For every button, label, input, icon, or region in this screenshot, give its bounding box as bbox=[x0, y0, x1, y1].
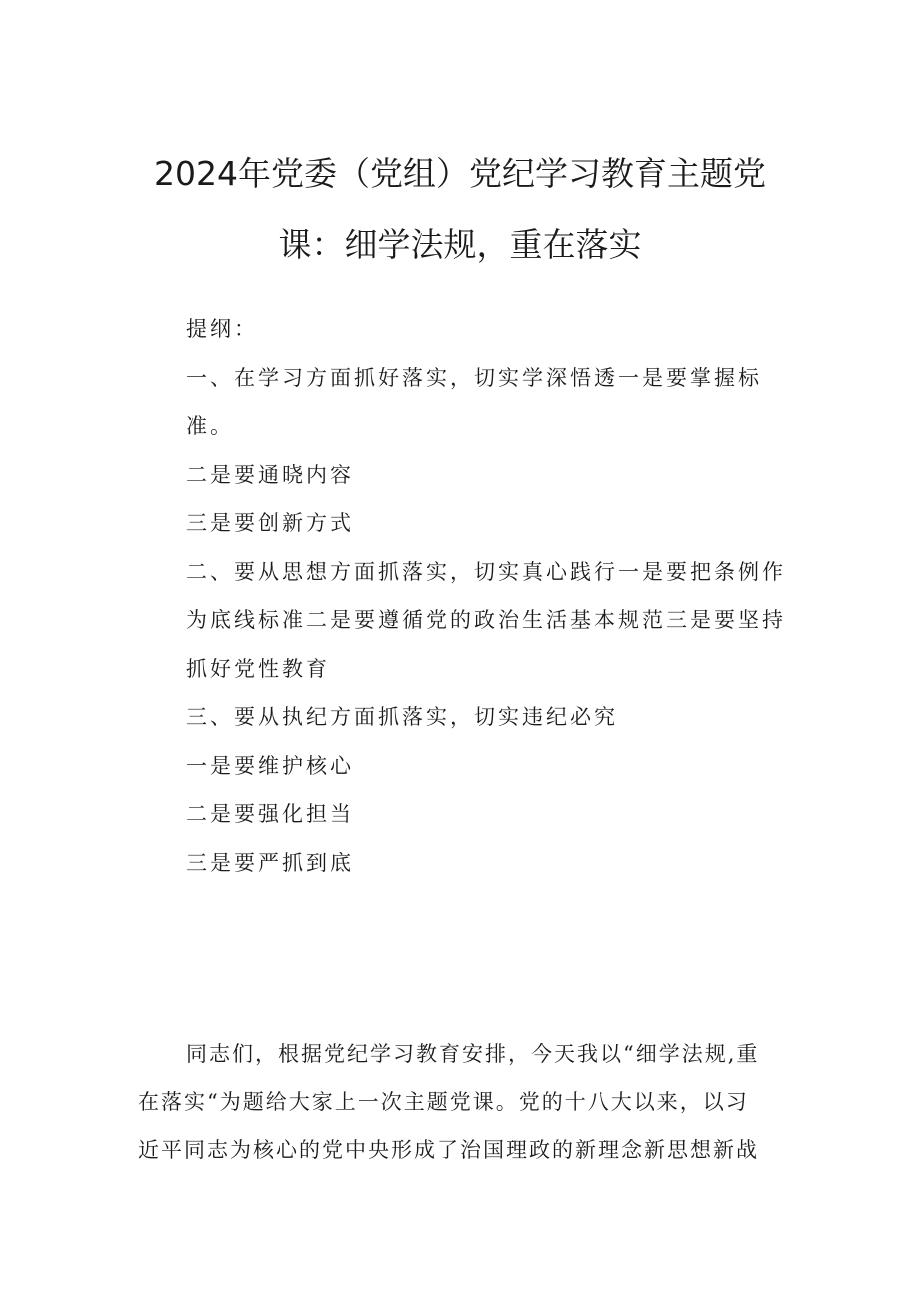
outline-line: 二是要强化担当 bbox=[186, 802, 354, 826]
outline-line: 为底线标准二是要遵循党的政治生活基本规范三是要坚持 bbox=[186, 608, 786, 632]
outline-line: 三是要创新方式 bbox=[186, 511, 354, 535]
outline-line: 一、在学习方面抓好落实，切实学深悟透一是要掌握标 bbox=[186, 365, 762, 390]
body-line: 近平同志为核心的党中央形成了治国理政的新理念新思想新战 bbox=[138, 1138, 759, 1162]
outline-line: 二、要从思想方面抓落实，切实真心践行一是要把条例作 bbox=[186, 559, 786, 584]
body-line: 同志们，根据党纪学习教育安排，今天我以“细学法规,重 bbox=[186, 1042, 760, 1066]
outline-line: 抓好党性教育 bbox=[186, 656, 330, 681]
outline-line: 二是要通晓内容 bbox=[186, 462, 354, 487]
body-paragraph bbox=[138, 1030, 788, 1174]
document-title-line-2: 课：细学法规，重在落实 bbox=[278, 225, 642, 264]
document-title-line-1: 2024年党委（党组）党纪学习教育主题党 bbox=[154, 154, 766, 193]
body-line: 在落实“为题给大家上一次主题党课。党的十八大以来，以习 bbox=[138, 1090, 749, 1114]
outline-line: 准。 bbox=[186, 414, 234, 438]
outline-line: 三、要从执纪方面抓落实，切实违纪必究 bbox=[186, 705, 618, 729]
outline-heading: 提纲： bbox=[186, 317, 258, 341]
outline-line: 三是要严抓到底 bbox=[186, 850, 354, 875]
outline-section bbox=[186, 305, 786, 887]
outline-line: 一是要维护核心 bbox=[186, 753, 354, 778]
